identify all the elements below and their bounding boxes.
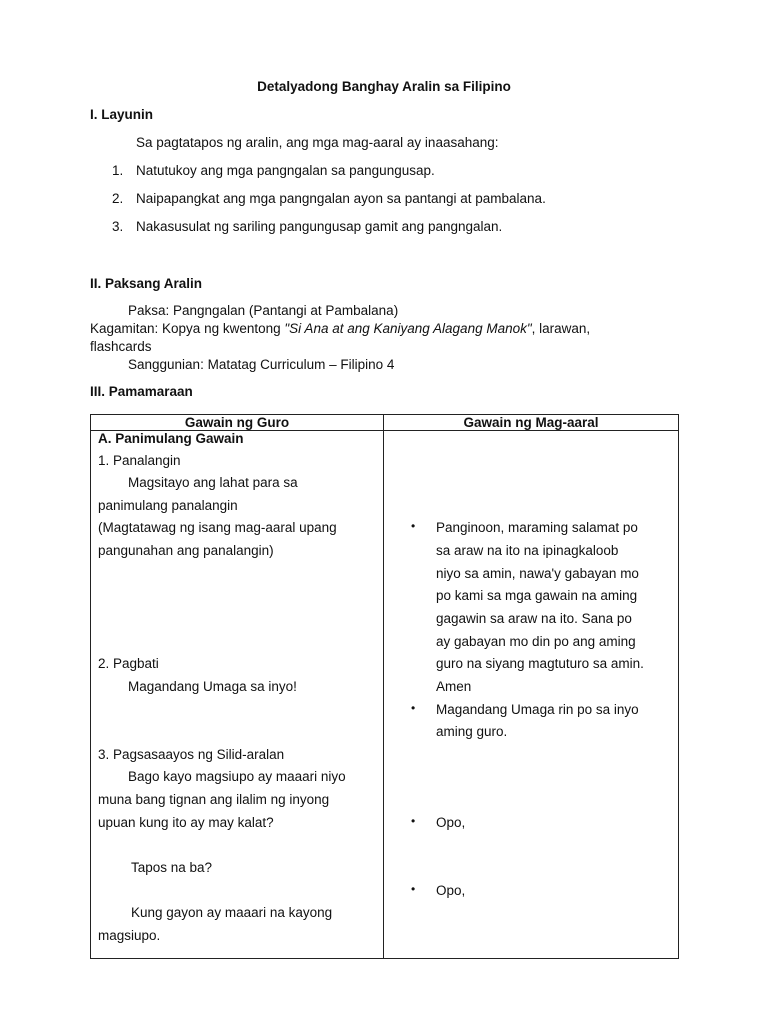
response-line: Opo, [436,815,466,830]
header-gawain-magaaral: Gawain ng Mag-aaral [384,415,679,431]
response-line: Opo, [436,883,466,898]
step-heading: 1. Panalangin [98,453,181,468]
guro-line: Kung gayon ay maaari na kayong [131,905,333,920]
kagamitan-prefix: Kagamitan: Kopya ng kwentong [90,321,285,336]
subsection-heading: A. Panimulang Gawain [98,431,244,446]
objective-number: 1. [112,163,124,178]
bullet-icon: • [411,519,416,533]
response-line: guro na siyang magtuturo sa amin. [436,656,644,671]
guro-cell [91,431,384,959]
response-line: ay gabayan mo din po ang aming [436,634,636,649]
guro-line: panimulang panalangin [98,498,238,513]
response-line: Panginoon, maraming salamat po [436,520,638,535]
response-line: niyo sa amin, nawa'y gabayan mo [436,566,639,581]
objective-number: 3. [112,219,124,234]
lesson-procedure-table [90,414,679,959]
magaaral-cell [384,431,679,959]
bullet-icon: • [411,814,416,828]
kagamitan-suffix: , larawan, [531,321,591,336]
guro-line: muna bang tignan ang ilalim ng inyong [98,792,330,807]
bullet-icon: • [411,882,416,896]
response-line: po kami sa mga gawain na aming [436,588,638,603]
section-heading-paksang-aralin: II. Paksang Aralin [90,276,203,291]
section-heading-layunin: I. Layunin [90,107,154,122]
bullet-icon: • [411,701,416,715]
section-heading-pamamaraan: III. Pamamaraan [90,384,193,399]
objective-item: Nakasusulat ng sariling pangungusap gamit ang pangngalan. [136,219,503,234]
objective-item: Natutukoy ang mga pangngalan sa pangungusap. [136,163,435,178]
step-heading: 3. Pagsasaayos ng Silid-aralan [98,747,285,762]
response-line: sa araw na ito na ipinagkaloob [436,543,619,558]
guro-line: Tapos na ba? [131,860,213,875]
guro-line: magsiupo. [98,928,161,943]
kagamitan-line [90,320,590,338]
paksa-line: Paksa: Pangngalan (Pantangi at Pambalana) [128,303,399,318]
document-title: Detalyadong Banghay Aralin sa Filipino [257,79,511,94]
guro-line: (Magtatawag ng isang mag-aaral upang [98,520,337,535]
response-line: gagawin sa araw na ito. Sana po [436,611,632,626]
sanggunian-line: Sanggunian: Matatag Curriculum – Filipino 4 [128,357,395,372]
response-line: Amen [436,679,472,694]
response-line: aming guro. [436,724,508,739]
guro-line: upuan kung ito ay may kalat? [98,815,274,830]
story-title: "Si Ana at ang Kaniyang Alagang Manok" [284,321,532,336]
header-gawain-guro: Gawain ng Guro [91,415,384,431]
guro-line: pangunahan ang panalangin) [98,543,274,558]
objectives-intro: Sa pagtatapos ng aralin, ang mga mag-aaral ay inaasahang: [136,135,499,150]
kagamitan-continuation: flashcards [90,339,152,354]
objective-item: Naipapangkat ang mga pangngalan ayon sa pantangi at pambalana. [136,191,546,206]
guro-line: Magandang Umaga sa inyo! [128,679,297,694]
guro-line: Bago kayo magsiupo ay maaari niyo [128,769,346,784]
step-heading: 2. Pagbati [98,656,159,671]
table-header-row [91,415,679,431]
guro-line: Magsitayo ang lahat para sa [128,475,298,490]
response-line: Magandang Umaga rin po sa inyo [436,702,639,717]
objective-number: 2. [112,191,124,206]
table-row [91,431,679,959]
